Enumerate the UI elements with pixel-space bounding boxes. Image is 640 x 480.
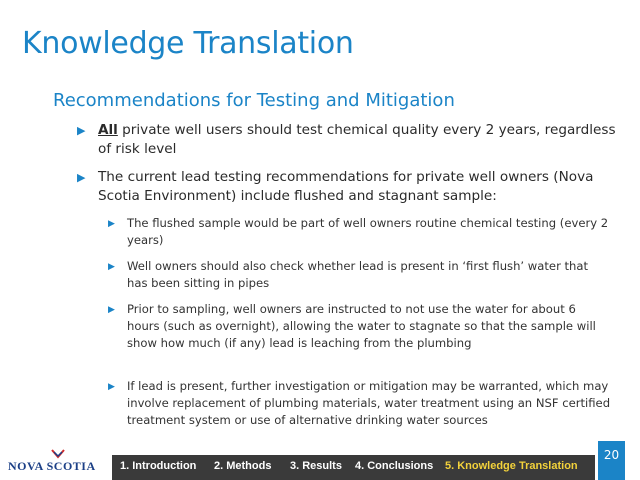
logo-wordmark: NOVA SCOTIA xyxy=(8,459,96,473)
nav-conclusions[interactable]: 4. Conclusions xyxy=(355,460,434,472)
sub-bullet-arrow-icon: ▶ xyxy=(108,305,115,315)
bullet-recommendation-2: The current lead testing recommendations for private well owners (Nova Scotia Environment) include flushed and stagnant sample: xyxy=(98,169,594,204)
sub-bullet-stagnation: Prior to sampling, well owners are instructed to not use the water for about 6 hours (such as overnight), allowing the water to stagnate so that the sample will show how much (if any) lead is leaching from the plumbing xyxy=(127,302,596,350)
sub-bullet-first-flush: Well owners should also check whether lead is present in ‘first flush’ water that has been sitting in pipes xyxy=(127,259,589,290)
slide-subtitle: Recommendations for Testing and Mitigation xyxy=(53,90,455,111)
sub-bullet-arrow-icon: ▶ xyxy=(108,219,115,229)
nav-introduction[interactable]: 1. Introduction xyxy=(120,460,197,472)
section-nav-bar xyxy=(112,455,595,480)
bullet-arrow-icon: ▶ xyxy=(77,171,86,184)
nav-methods[interactable]: 2. Methods xyxy=(214,460,272,472)
page-number: 20 xyxy=(598,441,625,480)
nav-knowledge-translation[interactable]: 5. Knowledge Translation xyxy=(445,460,578,472)
bullet-text: private well users should test chemical quality every 2 years, regardless of risk level xyxy=(98,122,616,157)
slide-title: Knowledge Translation xyxy=(22,26,354,61)
bullet-arrow-icon: ▶ xyxy=(77,124,86,137)
sub-bullet-arrow-icon: ▶ xyxy=(108,382,115,392)
sub-bullet-mitigation: If lead is present, further investigation or mitigation may be warranted, which may involve replacement of plumbing materials, water treatment using an NSF certified treatment system or use of alternative drinking water sources xyxy=(127,379,611,427)
sub-bullet-arrow-icon: ▶ xyxy=(108,262,115,272)
emphasis-all: All xyxy=(98,122,118,138)
bullet-recommendation-1 xyxy=(98,121,618,159)
nav-results[interactable]: 3. Results xyxy=(290,460,342,472)
sub-bullet-flushed-sample: The flushed sample would be part of well owners routine chemical testing (every 2 years) xyxy=(127,216,609,247)
